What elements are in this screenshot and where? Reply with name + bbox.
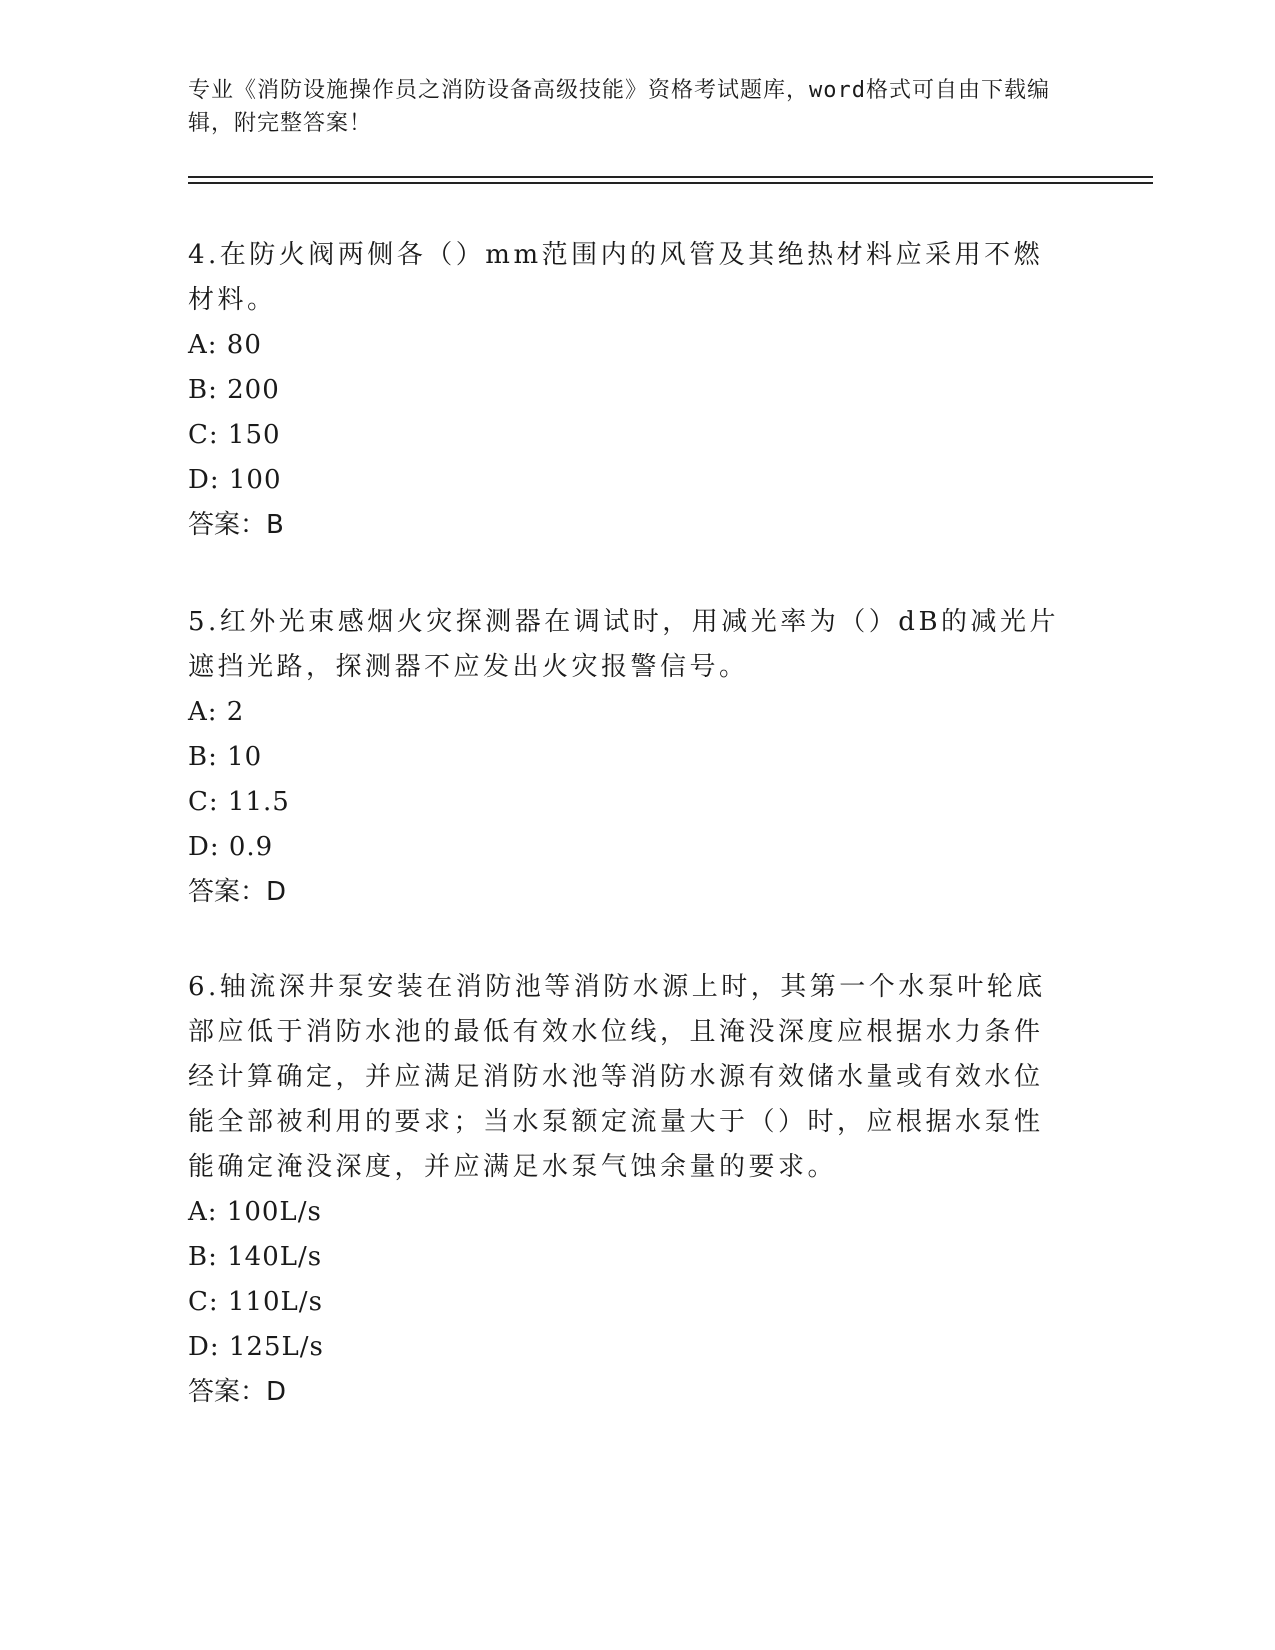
option-a: A: 2 — [188, 697, 245, 727]
question-5 — [188, 600, 1068, 915]
question-6 — [188, 965, 1068, 1415]
option-d: D: 0.9 — [188, 832, 274, 862]
answer-line: 答案：B — [188, 510, 284, 540]
answer-line: 答案：D — [188, 877, 287, 907]
question-stem: 5.红外光束感烟火灾探测器在调试时，用减光率为（）dB的减光片遮挡光路，探测器不应发出火灾报警信号。 — [188, 607, 1060, 682]
option-b: B: 140L/s — [188, 1242, 323, 1272]
answer-line: 答案：D — [188, 1377, 287, 1407]
option-b: B: 10 — [188, 742, 263, 772]
header-divider-bottom — [188, 182, 1153, 184]
option-a: A: 100L/s — [188, 1197, 322, 1227]
question-stem: 6.轴流深井泵安装在消防池等消防水源上时，其第一个水泵叶轮底部应低于消防水池的最低有效水位线，且淹没深度应根据水力条件经计算确定，并应满足消防水池等消防水源有效储水量或有效水位能全部被利用的要求；当水泵额定流量大于（）时，应根据水泵性能确定淹没深度，并应满足水泵气蚀余量的要求。 — [188, 972, 1046, 1182]
option-c: C: 11.5 — [188, 787, 290, 817]
header-intro-text: 专业《消防设施操作员之消防设备高级技能》资格考试题库，word格式可自由下载编辑，附完整答案！ — [188, 78, 1050, 136]
option-a: A: 80 — [188, 330, 262, 360]
option-d: D: 125L/s — [188, 1332, 324, 1362]
option-d: D: 100 — [188, 465, 282, 495]
header-divider-top — [188, 176, 1153, 178]
document-header — [188, 74, 1068, 140]
option-c: C: 110L/s — [188, 1287, 323, 1317]
question-stem: 4.在防火阀两侧各（）mm范围内的风管及其绝热材料应采用不燃材料。 — [188, 240, 1044, 315]
option-c: C: 150 — [188, 420, 281, 450]
question-4 — [188, 233, 1068, 548]
option-b: B: 200 — [188, 375, 280, 405]
